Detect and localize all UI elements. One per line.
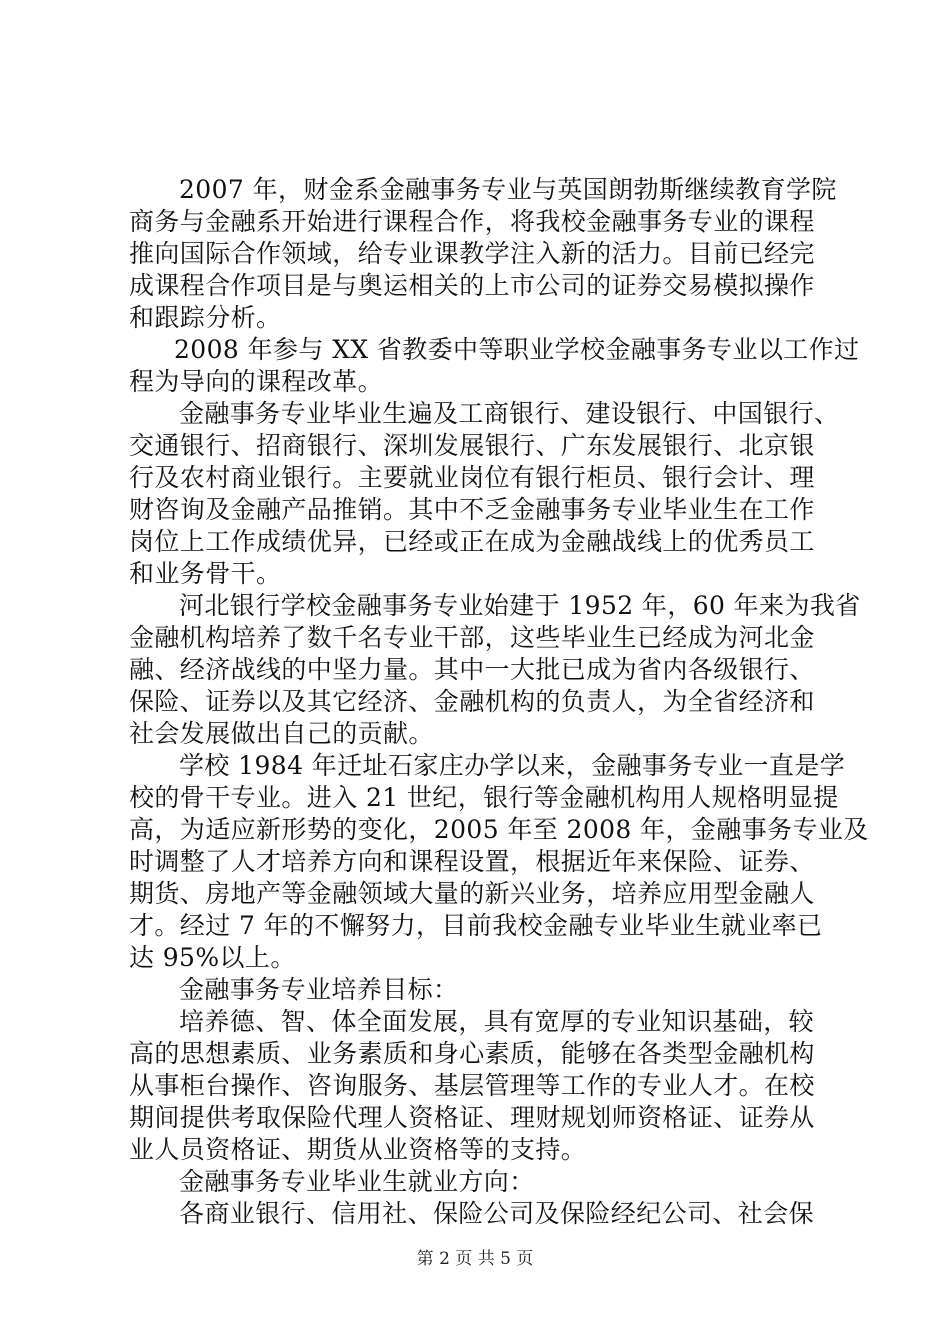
text-line: 和业务骨干。 bbox=[129, 559, 282, 588]
page-footer: 第 2 页 共 5 页 bbox=[416, 1249, 534, 1269]
text-line: 金融事务专业毕业生遍及工商银行、建设银行、中国银行、 bbox=[179, 399, 840, 428]
text-line: 从事柜台操作、咨询服务、基层管理等工作的专业人才。在校 bbox=[129, 1071, 815, 1100]
text-line: 程为导向的课程改革。 bbox=[129, 367, 384, 396]
text-line: 保险、证券以及其它经济、金融机构的负责人，为全省经济和 bbox=[129, 687, 815, 716]
text-line: 金融事务专业毕业生就业方向： bbox=[179, 1167, 535, 1196]
text-line: 社会发展做出自己的贡献。 bbox=[129, 719, 434, 748]
document-body bbox=[129, 174, 869, 1230]
text-line: 校的骨干专业。进入 21 世纪，银行等金融机构用人规格明显提 bbox=[129, 783, 839, 812]
text-line: 才。经过 7 年的不懈努力，目前我校金融专业毕业生就业率已 bbox=[129, 911, 823, 940]
text-line: 时调整了人才培养方向和课程设置，根据近年来保险、证券、 bbox=[129, 847, 815, 876]
text-line: 培养德、智、体全面发展，具有宽厚的专业知识基础，较 bbox=[179, 1007, 815, 1036]
text-line: 2008 年参与 XX 省教委中等职业学校金融事务专业以工作过 bbox=[174, 335, 860, 364]
text-line: 各商业银行、信用社、保险公司及保险经纪公司、社会保 bbox=[179, 1199, 815, 1228]
text-line: 学校 1984 年迁址石家庄办学以来，金融事务专业一直是学 bbox=[179, 751, 846, 780]
text-line: 交通银行、招商银行、深圳发展银行、广东发展银行、北京银 bbox=[129, 431, 815, 460]
text-line: 金融事务专业培养目标： bbox=[179, 975, 459, 1004]
text-line: 行及农村商业银行。主要就业岗位有银行柜员、银行会计、理 bbox=[129, 463, 815, 492]
text-line: 财咨询及金融产品推销。其中不乏金融事务专业毕业生在工作 bbox=[129, 495, 815, 524]
text-line: 成课程合作项目是与奥运相关的上市公司的证券交易模拟操作 bbox=[129, 271, 815, 300]
text-line: 河北银行学校金融事务专业始建于 1952 年，60 年来为我省 bbox=[179, 591, 861, 620]
text-line: 金融机构培养了数千名专业干部，这些毕业生已经成为河北金 bbox=[129, 623, 815, 652]
text-line: 商务与金融系开始进行课程合作，将我校金融事务专业的课程 bbox=[129, 207, 815, 236]
text-line: 岗位上工作成绩优异，已经或正在成为金融战线上的优秀员工 bbox=[129, 527, 815, 556]
text-line: 融、经济战线的中坚力量。其中一大批已成为省内各级银行、 bbox=[129, 655, 815, 684]
text-line: 高，为适应新形势的变化，2005 年至 2008 年，金融事务专业及 bbox=[129, 815, 869, 844]
text-line: 期间提供考取保险代理人资格证、理财规划师资格证、证券从 bbox=[129, 1103, 815, 1132]
text-line: 和跟踪分析。 bbox=[129, 303, 282, 332]
text-line: 期货、房地产等金融领域大量的新兴业务，培养应用型金融人 bbox=[129, 879, 815, 908]
text-line: 2007 年，财金系金融事务专业与英国朗勃斯继续教育学院 bbox=[179, 175, 837, 204]
text-line: 业人员资格证、期货从业资格等的支持。 bbox=[129, 1135, 587, 1164]
text-line: 推向国际合作领域，给专业课教学注入新的活力。目前已经完 bbox=[129, 239, 815, 268]
text-line: 达 95%以上。 bbox=[129, 943, 296, 972]
text-line: 高的思想素质、业务素质和身心素质，能够在各类型金融机构 bbox=[129, 1039, 815, 1068]
